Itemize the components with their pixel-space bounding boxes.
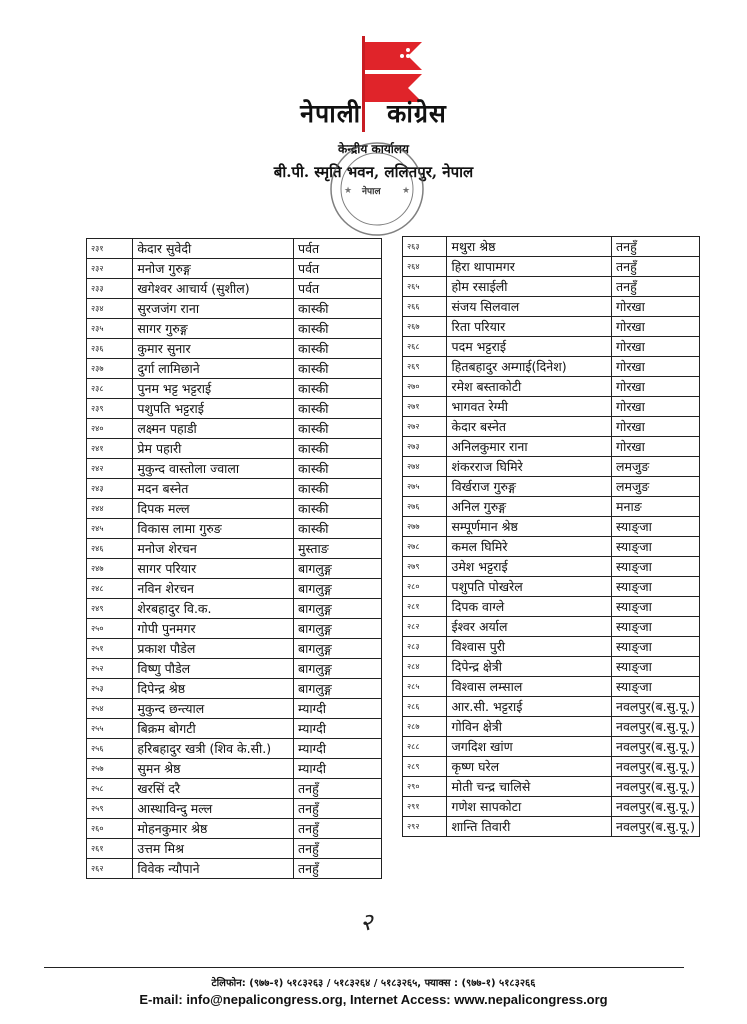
table-row <box>87 579 382 599</box>
member-name: मुकुन्द वास्तोला ज्वाला <box>133 459 294 479</box>
district-name: पर्वत <box>294 259 382 279</box>
table-row <box>403 417 700 437</box>
table-row <box>403 397 700 417</box>
member-name: गोपी पुनमगर <box>133 619 294 639</box>
member-name: शेरबहादुर वि.क. <box>133 599 294 619</box>
district-name: स्याङ्जा <box>612 617 700 637</box>
member-name: आस्थाविन्दु मल्ल <box>133 799 294 819</box>
table-row <box>87 439 382 459</box>
table-row <box>403 717 700 737</box>
member-name: नविन शेरचन <box>133 579 294 599</box>
row-number: २७४ <box>403 457 447 477</box>
row-number: २५५ <box>87 719 133 739</box>
table-row <box>403 237 700 257</box>
member-name: मोहनकुमार श्रेष्ठ <box>133 819 294 839</box>
svg-text:★: ★ <box>344 186 353 196</box>
row-number: २६६ <box>403 297 447 317</box>
row-number: २५७ <box>87 759 133 779</box>
table-row <box>403 597 700 617</box>
table-row <box>87 259 382 279</box>
row-number: २३९ <box>87 399 133 419</box>
district-name: लमजुङ <box>612 457 700 477</box>
district-name: नवलपुर(ब.सु.पू.) <box>612 717 700 737</box>
table-row <box>87 479 382 499</box>
member-name: प्रकाश पौडेल <box>133 639 294 659</box>
row-number: २८३ <box>403 637 447 657</box>
district-name: म्याग्दी <box>294 699 382 719</box>
table-row <box>87 339 382 359</box>
district-name: तनहुँ <box>294 819 382 839</box>
district-name: स्याङ्जा <box>612 657 700 677</box>
row-number: २३८ <box>87 379 133 399</box>
district-name: कास्की <box>294 299 382 319</box>
district-name: कास्की <box>294 399 382 419</box>
table-row <box>87 819 382 839</box>
district-name: बागलुङ्ग <box>294 599 382 619</box>
member-name: रिता परियार <box>447 317 612 337</box>
seal-text: नेपाल <box>362 187 381 197</box>
member-name: भागवत रेग्मी <box>447 397 612 417</box>
table-row <box>403 477 700 497</box>
district-name: स्याङ्जा <box>612 577 700 597</box>
organization-name <box>0 96 747 130</box>
table-row <box>87 319 382 339</box>
table-row <box>403 577 700 597</box>
table-row <box>87 859 382 879</box>
member-name: उत्तम मिश्र <box>133 839 294 859</box>
table-row <box>403 537 700 557</box>
member-name: खगेश्वर आचार्य (सुशील) <box>133 279 294 299</box>
district-name: कास्की <box>294 439 382 459</box>
district-name: नवलपुर(ब.सु.पू.) <box>612 817 700 837</box>
row-number: २५२ <box>87 659 133 679</box>
row-number: २६३ <box>403 237 447 257</box>
table-row <box>87 739 382 759</box>
row-number: २४१ <box>87 439 133 459</box>
row-number: २६८ <box>403 337 447 357</box>
row-number: २६१ <box>87 839 133 859</box>
district-name: कास्की <box>294 479 382 499</box>
district-name: म्याग्दी <box>294 759 382 779</box>
member-name: गोविन क्षेत्री <box>447 717 612 737</box>
member-name: अनिल गुरुङ्ग <box>447 497 612 517</box>
district-name: गोरखा <box>612 437 700 457</box>
table-row <box>403 457 700 477</box>
row-number: २८८ <box>403 737 447 757</box>
member-name: दिपेन्द्र क्षेत्री <box>447 657 612 677</box>
member-name: दिपक मल्ल <box>133 499 294 519</box>
member-name: मनोज गुरुङ्ग <box>133 259 294 279</box>
svg-text:★: ★ <box>402 186 411 196</box>
row-number: २६० <box>87 819 133 839</box>
district-name: म्याग्दी <box>294 719 382 739</box>
district-name: नवलपुर(ब.सु.पू.) <box>612 797 700 817</box>
table-row <box>87 539 382 559</box>
row-number: २४० <box>87 419 133 439</box>
district-name: गोरखा <box>612 297 700 317</box>
table-row <box>87 359 382 379</box>
table-row <box>403 497 700 517</box>
row-number: २९१ <box>403 797 447 817</box>
org-name-part1: नेपाली <box>300 99 362 128</box>
table-row <box>403 817 700 837</box>
table-row <box>87 639 382 659</box>
member-name: अनिलकुमार राना <box>447 437 612 457</box>
row-number: २५९ <box>87 799 133 819</box>
member-name: ईश्वर अर्याल <box>447 617 612 637</box>
district-name: तनहुँ <box>294 839 382 859</box>
table-row <box>87 419 382 439</box>
district-name: गोरखा <box>612 417 700 437</box>
table-row <box>87 619 382 639</box>
table-row <box>87 779 382 799</box>
table-row <box>87 659 382 679</box>
table-row <box>403 357 700 377</box>
table-row <box>403 517 700 537</box>
office-address: बी.पी. स्मृति भवन, ललितपुर, नेपाल <box>273 163 474 181</box>
member-name: सागर परियार <box>133 559 294 579</box>
member-name: पदम भट्टराई <box>447 337 612 357</box>
row-number: २८२ <box>403 617 447 637</box>
row-number: २५० <box>87 619 133 639</box>
district-name: कास्की <box>294 519 382 539</box>
member-name: प्रेम पहारी <box>133 439 294 459</box>
district-name: मनाङ <box>612 497 700 517</box>
member-name: पशुपति पोखरेल <box>447 577 612 597</box>
district-name: कास्की <box>294 459 382 479</box>
member-name: शान्ति तिवारी <box>447 817 612 837</box>
member-name: विश्वास पुरी <box>447 637 612 657</box>
member-name: सम्पूर्णमान श्रेष्ठ <box>447 517 612 537</box>
district-name: म्याग्दी <box>294 739 382 759</box>
district-name: स्याङ्जा <box>612 557 700 577</box>
table-row <box>403 297 700 317</box>
district-name: बागलुङ्ग <box>294 679 382 699</box>
table-row <box>87 839 382 859</box>
district-name: तनहुँ <box>294 859 382 879</box>
page-number: २ <box>360 908 373 936</box>
row-number: २८६ <box>403 697 447 717</box>
district-name: गोरखा <box>612 317 700 337</box>
row-number: २७३ <box>403 437 447 457</box>
district-name: तनहुँ <box>612 277 700 297</box>
table-row <box>403 557 700 577</box>
district-name: पर्वत <box>294 279 382 299</box>
table-row <box>403 777 700 797</box>
table-row <box>87 399 382 419</box>
district-name: गोरखा <box>612 337 700 357</box>
row-number: २४८ <box>87 579 133 599</box>
member-name: सागर गुरुङ्ग <box>133 319 294 339</box>
district-name: गोरखा <box>612 357 700 377</box>
table-row <box>87 759 382 779</box>
member-name: सुमन श्रेष्ठ <box>133 759 294 779</box>
row-number: २८५ <box>403 677 447 697</box>
member-name: शंकरराज घिमिरे <box>447 457 612 477</box>
row-number: २६९ <box>403 357 447 377</box>
member-name: पुनम भट्ट भट्टराई <box>133 379 294 399</box>
row-number: २८९ <box>403 757 447 777</box>
table-row <box>403 657 700 677</box>
district-name: नवलपुर(ब.सु.पू.) <box>612 737 700 757</box>
row-number: २८४ <box>403 657 447 677</box>
member-name: विश्वास लम्साल <box>447 677 612 697</box>
member-name: केदार बस्नेत <box>447 417 612 437</box>
office-name: केन्द्रीय कार्यालय <box>337 142 410 156</box>
letterhead <box>0 0 747 240</box>
row-number: २४३ <box>87 479 133 499</box>
member-name: आर.सी. भट्टराई <box>447 697 612 717</box>
district-name: कास्की <box>294 359 382 379</box>
row-number: २३२ <box>87 259 133 279</box>
table-row <box>403 617 700 637</box>
district-name: बागलुङ्ग <box>294 659 382 679</box>
member-name: दिपेन्द्र श्रेष्ठ <box>133 679 294 699</box>
member-name: लक्ष्मन पहाडी <box>133 419 294 439</box>
row-number: २४९ <box>87 599 133 619</box>
table-row <box>403 437 700 457</box>
row-number: २५६ <box>87 739 133 759</box>
table-row <box>403 737 700 757</box>
member-name: दुर्गा लामिछाने <box>133 359 294 379</box>
district-name: तनहुँ <box>612 257 700 277</box>
table-row <box>87 699 382 719</box>
member-name: खरसिं दरै <box>133 779 294 799</box>
row-number: २४४ <box>87 499 133 519</box>
member-name: मदन बस्नेत <box>133 479 294 499</box>
member-name: विष्णु पौडेल <box>133 659 294 679</box>
roster-table-right <box>402 236 700 837</box>
table-row <box>87 379 382 399</box>
row-number: २७७ <box>403 517 447 537</box>
member-name: विवेक न्यौपाने <box>133 859 294 879</box>
district-name: मुस्ताङ <box>294 539 382 559</box>
member-name: रमेश बस्ताकोटी <box>447 377 612 397</box>
row-number: २३३ <box>87 279 133 299</box>
member-name: हितबहादुर अम्गाई(दिनेश) <box>447 357 612 377</box>
table-row <box>403 377 700 397</box>
district-name: पर्वत <box>294 239 382 259</box>
row-number: २४७ <box>87 559 133 579</box>
row-number: २९२ <box>403 817 447 837</box>
table-row <box>403 637 700 657</box>
district-name: स्याङ्जा <box>612 537 700 557</box>
table-row <box>403 317 700 337</box>
footer-divider <box>44 967 684 968</box>
district-name: नवलपुर(ब.सु.पू.) <box>612 777 700 797</box>
member-name: केदार सुवेदी <box>133 239 294 259</box>
district-name: स्याङ्जा <box>612 677 700 697</box>
row-number: २७२ <box>403 417 447 437</box>
table-row <box>87 519 382 539</box>
row-number: २४६ <box>87 539 133 559</box>
member-name: उमेश भट्टराई <box>447 557 612 577</box>
table-row <box>87 239 382 259</box>
member-name: मथुरा श्रेष्ठ <box>447 237 612 257</box>
table-row <box>87 279 382 299</box>
district-name: स्याङ्जा <box>612 637 700 657</box>
row-number: २७१ <box>403 397 447 417</box>
row-number: २४२ <box>87 459 133 479</box>
member-name: होम रसाईली <box>447 277 612 297</box>
district-name: तनहुँ <box>612 237 700 257</box>
district-name: बागलुङ्ग <box>294 619 382 639</box>
row-number: २६४ <box>403 257 447 277</box>
district-name: तनहुँ <box>294 799 382 819</box>
row-number: २७५ <box>403 477 447 497</box>
district-name: कास्की <box>294 499 382 519</box>
table-row <box>87 559 382 579</box>
row-number: २३१ <box>87 239 133 259</box>
row-number: २५४ <box>87 699 133 719</box>
row-number: २९० <box>403 777 447 797</box>
member-name: मनोज शेरचन <box>133 539 294 559</box>
member-name: विकास लामा गुरुङ <box>133 519 294 539</box>
table-row <box>87 299 382 319</box>
table-row <box>87 459 382 479</box>
member-name: कुमार सुनार <box>133 339 294 359</box>
district-name: बागलुङ्ग <box>294 559 382 579</box>
row-number: २६७ <box>403 317 447 337</box>
table-row <box>403 257 700 277</box>
table-row <box>403 677 700 697</box>
district-name: गोरखा <box>612 377 700 397</box>
member-name: हरिबहादुर खत्री (शिव के.सी.) <box>133 739 294 759</box>
row-number: २७० <box>403 377 447 397</box>
footer-email: E-mail: info@nepalicongress.org, Internet Access: www.nepalicongress.org <box>139 992 608 1007</box>
district-name: स्याङ्जा <box>612 517 700 537</box>
row-number: २८१ <box>403 597 447 617</box>
district-name: स्याङ्जा <box>612 597 700 617</box>
row-number: २५१ <box>87 639 133 659</box>
roster-table-left <box>86 238 382 879</box>
row-number: २३७ <box>87 359 133 379</box>
member-name: सुरजजंग राना <box>133 299 294 319</box>
row-number: २७९ <box>403 557 447 577</box>
member-name: कमल घिमिरे <box>447 537 612 557</box>
district-name: नवलपुर(ब.सु.पू.) <box>612 697 700 717</box>
member-name: दिपक वाग्ले <box>447 597 612 617</box>
district-name: कास्की <box>294 419 382 439</box>
member-name: हिरा थापामगर <box>447 257 612 277</box>
row-number: २८० <box>403 577 447 597</box>
table-row <box>403 277 700 297</box>
table-row <box>403 697 700 717</box>
district-name: बागलुङ्ग <box>294 639 382 659</box>
district-name: लमजुङ <box>612 477 700 497</box>
row-number: २६२ <box>87 859 133 879</box>
row-number: २५३ <box>87 679 133 699</box>
district-name: नवलपुर(ब.सु.पू.) <box>612 757 700 777</box>
member-name: संजय सिलवाल <box>447 297 612 317</box>
org-name-part2: कांग्रेस <box>387 99 447 128</box>
row-number: २३४ <box>87 299 133 319</box>
row-number: २३५ <box>87 319 133 339</box>
table-row <box>87 599 382 619</box>
table-row <box>87 499 382 519</box>
member-name: पशुपति भट्टराई <box>133 399 294 419</box>
district-name: कास्की <box>294 379 382 399</box>
table-row <box>87 679 382 699</box>
member-name: बिक्रम बोगटी <box>133 719 294 739</box>
table-row <box>87 719 382 739</box>
row-number: २४५ <box>87 519 133 539</box>
row-number: २७८ <box>403 537 447 557</box>
member-name: मुकुन्द छन्त्याल <box>133 699 294 719</box>
member-name: जगदिश खांण <box>447 737 612 757</box>
district-name: कास्की <box>294 339 382 359</box>
table-row <box>403 337 700 357</box>
row-number: २७६ <box>403 497 447 517</box>
table-row <box>403 797 700 817</box>
member-name: कृष्ण घरेल <box>447 757 612 777</box>
member-name: गणेश सापकोटा <box>447 797 612 817</box>
table-row <box>403 757 700 777</box>
row-number: २८७ <box>403 717 447 737</box>
member-name: मोती चन्द्र चालिसे <box>447 777 612 797</box>
district-name: बागलुङ्ग <box>294 579 382 599</box>
district-name: कास्की <box>294 319 382 339</box>
footer-phone: टेलिफोन: (९७७-१) ५१८३२६३ / ५१८३२६४ / ५१८३२६५, फ्याक्स : (९७७-१) ५१८३२६६ <box>211 978 536 989</box>
row-number: २५८ <box>87 779 133 799</box>
district-name: गोरखा <box>612 397 700 417</box>
row-number: २६५ <box>403 277 447 297</box>
table-row <box>87 799 382 819</box>
member-name: विर्खराज गुरुङ्ग <box>447 477 612 497</box>
row-number: २३६ <box>87 339 133 359</box>
district-name: तनहुँ <box>294 779 382 799</box>
